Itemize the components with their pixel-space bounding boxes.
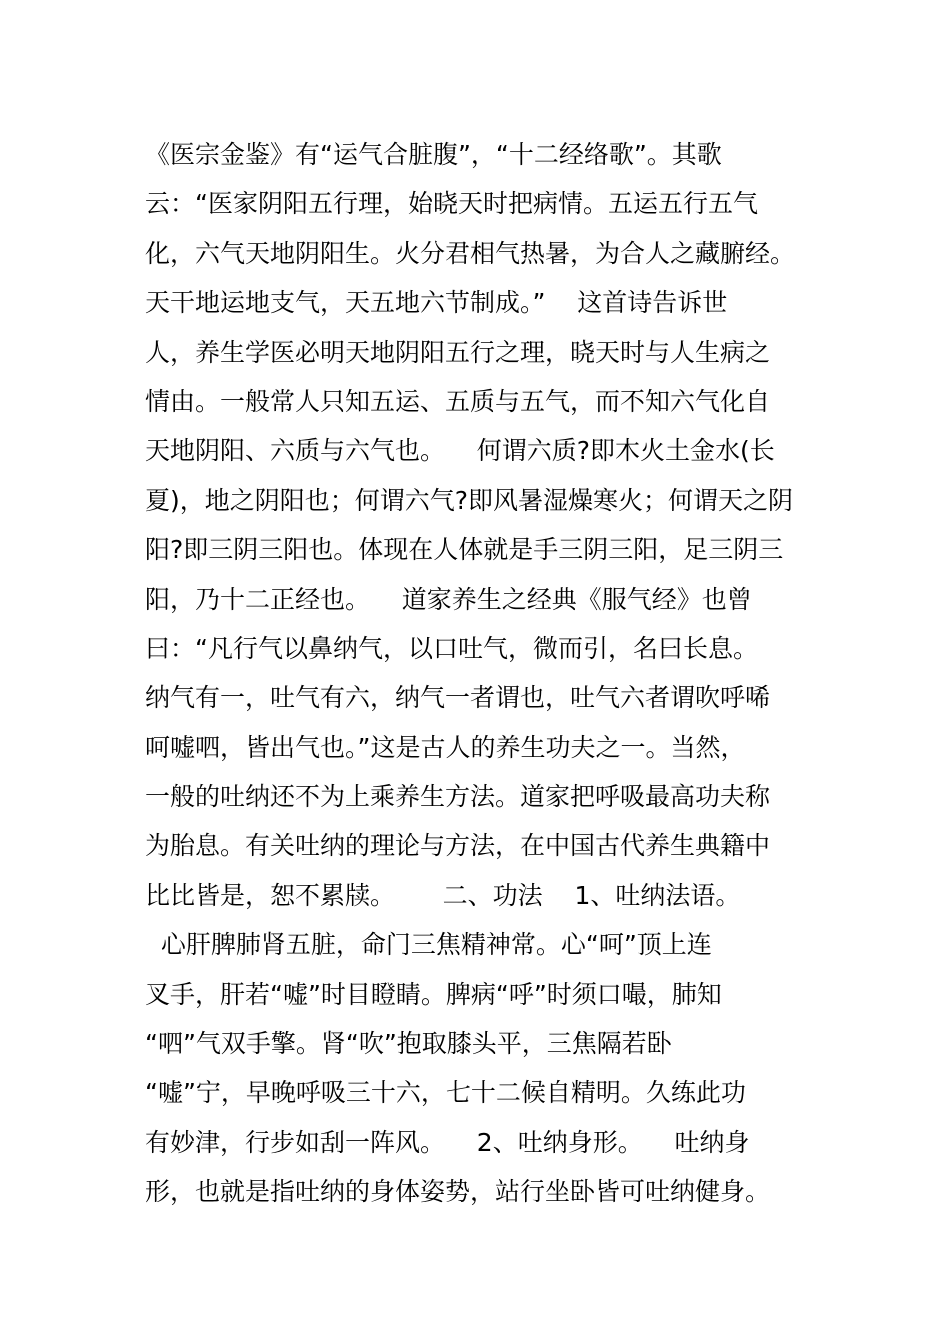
text-line: 形，也就是指吐纳的身体姿势，站行坐卧皆可吐纳健身。	[145, 1177, 771, 1207]
text-line: 云：“医家阴阳五行理，始晓天时把病情。五运五行五气	[145, 189, 758, 219]
text-line: 叉手，肝若“嘘”时目瞪睛。脾病“呼”时须口嘬，肺知	[145, 979, 722, 1009]
text-line: 纳气有一，吐气有六，纳气一者谓也，吐气六者谓吹呼唏	[145, 683, 771, 713]
text-line: 《医宗金鉴》有“运气合脏腹”，“十二经络歌”。其歌	[145, 140, 722, 169]
text-line: 化，六气天地阴阳生。火分君相气热暑，为合人之藏腑经。	[145, 238, 796, 268]
text-line: “呬”气双手擎。肾“吹”抱取膝头平，三焦隔若卧	[145, 1029, 672, 1059]
text-line: “嘘”宁，早晚呼吸三十六，七十二候自精明。久练此功	[145, 1078, 746, 1108]
text-line: 天地阴阳、六质与六气也。 何谓六质?即木火土金水(长	[145, 436, 775, 466]
text-line: 夏)，地之阴阳也；何谓六气?即风暑湿燥寒火；何谓天之阴	[145, 485, 794, 515]
text-line: 一般的吐纳还不为上乘养生方法。道家把呼吸最高功夫称	[145, 782, 771, 812]
text-line: 为胎息。有关吐纳的理论与方法，在中国古代养生典籍中	[145, 831, 771, 861]
text-line: 有妙津，行步如刮一阵风。 2、吐纳身形。 吐纳身	[145, 1127, 750, 1157]
text-line: 情由。一般常人只知五运、五质与五气，而不知六气化自	[145, 386, 771, 416]
text-line: 曰：“凡行气以鼻纳气，以口吐气，微而引，名曰长息。	[145, 633, 758, 663]
text-line: 天干地运地支气，天五地六节制成。” 这首诗告诉世	[145, 288, 728, 318]
text-line: 阳?即三阴三阳也。体现在人体就是手三阴三阳，足三阴三	[145, 535, 784, 565]
text-line: 阳，乃十二正经也。 道家养生之经典《服气经》也曾	[145, 584, 752, 614]
body-text	[145, 130, 845, 1217]
text-line: 心肝脾肺肾五脏，命门三焦精神常。心“呵”顶上连	[145, 930, 712, 960]
text-line: 人，养生学医必明天地阴阳五行之理，晓天时与人生病之	[145, 337, 771, 367]
text-line: 比比皆是，恕不累牍。 二、功法 1、吐纳法语。	[145, 880, 741, 910]
text-line: 呵嘘呬，皆出气也。”这是古人的养生功夫之一。当然，	[145, 732, 746, 762]
